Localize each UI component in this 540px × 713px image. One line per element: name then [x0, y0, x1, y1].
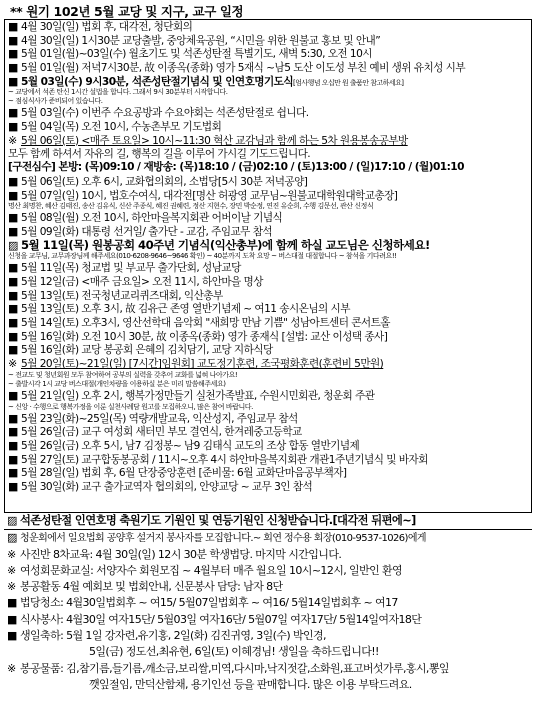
- announcement-item-text: 사진반 8차교육: 4월 30일(일) 12시 30분 학생법당. 마지막 시간입니다.: [20, 547, 342, 561]
- announcement-item: [4, 612, 532, 628]
- bullet-icon: ■: [8, 106, 18, 120]
- schedule-item: [5, 343, 531, 357]
- schedule-item-note: [엄사행념 오십만 원 출품안 참고하세요]: [293, 78, 404, 87]
- schedule-item-text: 5월 11일(목) 원봉공회 40주년 기념식(익산총부)에 함께 하실 교도님은 신청하세요!: [21, 238, 430, 252]
- bullet-icon: ■: [8, 33, 18, 47]
- bullet-icon: ※: [8, 133, 17, 147]
- announcement-item-text: 깻잎절임, 만덕산함채, 용기인선 등을 판매합니다. 많은 이용 부탁드려요.: [89, 677, 412, 691]
- announcement-item: [4, 513, 532, 530]
- bullet-icon: ※: [7, 661, 16, 675]
- schedule-item: [5, 161, 531, 175]
- schedule-item-text: ~ 교당에서 석존 탄신 1시간 설법을 합니다. 그래서 9시 30분부터 시작합니다.: [8, 88, 228, 97]
- schedule-item: [5, 61, 531, 75]
- announcement-item: [4, 661, 532, 677]
- schedule-item-text: 5월 01일(월) 저녁7시30분, 故 이종옥(종화) 영가 5재식 ~남5 도산 이도성 부친 예비 생위 유치성 시부: [21, 62, 466, 75]
- bullet-icon: ■: [7, 629, 17, 643]
- schedule-item: [5, 371, 531, 380]
- schedule-item-text: 5월 01일(월)~03일(수) 월초기도 및 석존성탄절 특별기도, 새벽 5:30, 오전 10시: [21, 48, 372, 61]
- schedule-item: [5, 453, 531, 467]
- bullet-icon: ■: [8, 20, 18, 33]
- schedule-item-text: 5월 08일(월) 오전 10시, 하안마을복지회관 어버이날 기념식: [21, 212, 283, 225]
- announcement-item: [4, 579, 532, 595]
- schedule-item: [5, 211, 531, 225]
- schedule-item: [5, 34, 531, 48]
- bullet-icon: ※: [8, 357, 17, 371]
- bullet-icon: ■: [8, 343, 18, 357]
- schedule-item: [5, 380, 531, 389]
- schedule-item-text: ~ 신앙 · 수행으로 행복가정을 이룬 실천사례담 원고를 모집하오니, 많은 참여 바랍니다.: [8, 402, 253, 411]
- schedule-item-text: 5월 26일(금) 교구 여성회 새터민 부모 결연식, 한겨레중고등학교: [21, 426, 302, 439]
- announcement-item: [4, 530, 532, 546]
- announcement-item-text: 석존성탄절 인연호명 축원기도 기원인 및 연등기원인 신청받습니다.[대각전 뒤편에~]: [20, 514, 416, 527]
- bullet-icon: ■: [8, 302, 18, 316]
- schedule-item-text: 5월 16일(화) 오전 10시 30분, 故 이종옥(종화) 영가 종재식 [설법: 교산 이성택 종사]: [21, 330, 388, 343]
- schedule-item: [5, 480, 531, 494]
- bullet-icon: ■: [7, 596, 17, 610]
- bullet-icon: ■: [8, 74, 18, 88]
- schedule-item: [5, 202, 531, 211]
- bullet-icon: ■: [8, 411, 18, 425]
- schedule-item-text: 모두 함께 하셔서 자유의 길, 행복의 길을 이루어 가시길 기도드립니다.: [8, 147, 311, 160]
- schedule-item: [5, 403, 531, 412]
- schedule-item: [5, 225, 531, 239]
- announcement-item-text: 5일(금) 정도선,최유현, 6일(토) 이혜경님! 생일을 축하드립니다!!: [89, 645, 379, 659]
- schedule-item-text: 5월 07일(일) 10시, 법호수여식, 대각전[명산 허광영 교무님~원불교대학원대학교총장]: [21, 189, 398, 202]
- schedule-item: [5, 239, 531, 253]
- bullet-icon: ■: [8, 425, 18, 439]
- schedule-item-text: 5월 20일(토)~21일(일) [7시간]임원회] 교도정기훈련, 조국평화훈련(훈련비 5만원): [21, 358, 384, 371]
- announcement-list: [4, 513, 532, 693]
- schedule-item-text: ~ 출발시각 1시 교당 버스대절(개인차량을 이용하실 분은 미리 말씀해주세요): [8, 379, 226, 388]
- schedule-item: [5, 330, 531, 344]
- bullet-icon: ■: [8, 61, 18, 75]
- bullet-icon: ▨: [7, 514, 17, 527]
- schedule-box: [4, 19, 532, 513]
- bullet-icon: ■: [8, 329, 18, 343]
- schedule-item-text: [구전심수] 본방: (목)09:10 / 재방송: (목)18:10 / (금)02:10 / (토)13:00 / (일)17:10 / (월)01:10: [8, 161, 464, 174]
- schedule-item-text: 5월 13일(토) 전국청년교리퀴즈대회, 익산총부: [21, 289, 223, 302]
- schedule-item-text: 명산 최명찬, 혜산 김태진, 송산 김유식, 신산 주종식, 혜진 권혜련, 정산 지현수, 장민 박순정, 연진 유순희, 수행 김문선, 관산 신정식: [8, 202, 374, 211]
- bullet-icon: ▨: [7, 531, 17, 545]
- bullet-icon: ■: [7, 612, 17, 626]
- schedule-item-text: 5월 06일(토) <매주 토요일> 10시~11:30 혁산 교감님과 함께 하는 5차 원용봉송공부방: [21, 134, 408, 147]
- announcement-item-text: 법당청소: 4월30일법회후 ~ 여15/ 5월07일법회후 ~ 여16/ 5월14일법회후 ~ 여17: [20, 596, 398, 610]
- schedule-item: [5, 20, 531, 34]
- schedule-item-text: 5월 11일(목) 청교법 및 부교무 출가단회, 성남교당: [21, 262, 241, 275]
- schedule-item-text: ~ 전교도 및 청년회원 모두 참여하여 공부의 실력을 갖추어 교화를 넓혀 나아가요!: [8, 370, 238, 379]
- schedule-item-text: 5월 04일(목) 오전 10시, 수농촌부모 기도법회: [21, 121, 222, 134]
- schedule-item-text: 5월 03일(수) 이번주 수요공방과 수요야회는 석존성탄절로 쉽니다.: [21, 107, 309, 120]
- schedule-item-text: 5월 30일(화) 교구 출가교역자 협의회의, 안양교당 ~ 교무 3인 참석: [21, 480, 313, 493]
- announcement-item: [4, 595, 532, 611]
- schedule-item-text: 5월 27일(토) 교구합동봉공회 / 11시~오후 4시 하안마을복지회관 개관1주년기념식 및 바자회: [21, 453, 428, 466]
- schedule-item-text: 5월 26일(금) 오후 5시, 남7 김정봉~ 남9 김태식 교도의 조상 합동 열반기념제: [21, 439, 360, 452]
- bullet-icon: ■: [8, 275, 18, 288]
- schedule-item: [5, 88, 531, 97]
- schedule-item: [5, 389, 531, 403]
- schedule-item: [5, 425, 531, 439]
- bullet-icon: ▨: [8, 238, 18, 252]
- bullet-icon: ■: [8, 452, 18, 466]
- bullet-icon: ■: [8, 224, 18, 238]
- schedule-item: [5, 316, 531, 330]
- schedule-item-text: 5월 23일(화)~25일(목) 역량개발교육, 익산성지, 주임교무 참석: [21, 412, 298, 425]
- announcement-item-text: 생일축하: 5월 1일 강자련,유기홍, 2일(화) 김진귀영, 3일(수) 박인경,: [20, 629, 326, 643]
- announcement-item: [4, 644, 532, 660]
- schedule-item-text: 신청을 교무님, 교무과장님께 해주세요(010-6208-9646~9646 확인) ~ 40분까지 도착 요망 ~ 버스대절 대절합니다 ~ 참석을 기다려요!!: [8, 252, 397, 261]
- bullet-icon: ■: [8, 438, 18, 452]
- announcement-item-text: 여성회문화교실: 서양자수 회원모집 ~ 4월부터 매주 월요일 10시~12시, 일반인 환영: [20, 563, 403, 577]
- bullet-icon: ■: [8, 47, 18, 61]
- announcement-item: [4, 547, 532, 563]
- schedule-item: [5, 357, 531, 371]
- schedule-item-text: 5월 13일(토) 오후 3시, 故 김유근 존영 열반기념제 ~ 여11 송시온님의 시부: [21, 303, 350, 316]
- bullet-icon: ※: [7, 580, 16, 594]
- bullet-icon: ■: [8, 174, 18, 188]
- schedule-item: [5, 106, 531, 120]
- schedule-item: [5, 47, 531, 61]
- schedule-item-text: ~ 점심식사가 준비되어 있습니다.: [8, 97, 103, 106]
- schedule-item: [5, 175, 531, 189]
- bullet-icon: ■: [8, 316, 18, 330]
- schedule-item-text: 5월 03일(수) 9시30분, 석존성탄절기념식 및 인연호명기도식: [21, 75, 294, 88]
- announcement-item: [4, 563, 532, 579]
- schedule-item: [5, 134, 531, 148]
- bullet-icon: ■: [8, 188, 18, 202]
- schedule-item: [5, 261, 531, 275]
- bullet-icon: ■: [8, 479, 18, 493]
- schedule-item: [5, 289, 531, 303]
- schedule-item-text: 4월 30일(일) 1시30분 교당출발, 중앙체육공원, “시민을 위한 원불교 홍보 및 안내”: [21, 34, 381, 47]
- schedule-item-text: 5월 09일(화) 대통령 선거일/ 출가단 - 교감, 주임교무 참석: [21, 225, 273, 238]
- bullet-icon: ■: [8, 120, 18, 134]
- schedule-item: [5, 252, 531, 261]
- page-title: ** 원기 102년 5월 교당 및 지구, 교구 일정: [10, 4, 244, 19]
- announcement-item-text: 청운회에서 일요법회 공양후 설거지 봉사자를 모집합니다.~ 회연 정수용 회장(010-9537-1026)에게: [20, 533, 426, 545]
- bullet-icon: ■: [8, 466, 18, 480]
- schedule-list: [5, 20, 531, 494]
- bullet-icon: ※: [7, 563, 16, 577]
- schedule-item: [5, 120, 531, 134]
- bullet-icon: ※: [7, 547, 16, 561]
- schedule-item-text: 5월 14일(토) 오후3시, 영산선학대 음악회 "새희망 만남 기쁨" 성남아트센터 콘서트홀: [21, 317, 390, 330]
- bullet-icon: ■: [8, 388, 18, 402]
- schedule-item-text: 5월 16일(화) 교당 봉공회 은혜의 김치담기, 교당 지하식당: [21, 344, 273, 357]
- schedule-item: [5, 189, 531, 203]
- schedule-item: [5, 97, 531, 106]
- schedule-item: [5, 412, 531, 426]
- bullet-icon: ■: [8, 288, 18, 302]
- announcement-item-text: 식사봉사: 4월30일 여자15단/ 5월03일 여자16단/ 5월07일 여자17단/ 5월14일여자18단: [20, 612, 422, 626]
- schedule-item-text: 5월 12일(금) <매주 금요일> 오전 11시, 하안마을 명상: [21, 276, 263, 288]
- schedule-item-text: 5월 21일(일) 오후 2시, 행복가정만들기 실천가족발표, 수원시민회관, 청운회 주관: [21, 389, 375, 402]
- announcements-section: [4, 513, 532, 713]
- schedule-item: [5, 148, 531, 162]
- schedule-item: [5, 275, 531, 289]
- announcement-item-text: 봉공물품: 김,참기름,들기름,깨소금,보리쌀,미역,다시마,낙지젓갈,소화원,표고버섯가루,홍시,뽕잎: [20, 661, 449, 675]
- schedule-item-text: 5월 06일(토) 오후 6시, 교화협의회의, 소법당[5시 30분 저녁공양]: [21, 175, 308, 188]
- schedule-item: [5, 75, 531, 89]
- schedule-item-text: 4월 30일(일) 법회 후, 대각전, 청단회의: [21, 21, 193, 33]
- bullet-icon: ■: [8, 261, 18, 275]
- schedule-item: [5, 302, 531, 316]
- bullet-icon: ■: [8, 211, 18, 225]
- announcement-item: [4, 628, 532, 644]
- announcement-item: [4, 677, 532, 693]
- schedule-item: [5, 439, 531, 453]
- schedule-item: [5, 466, 531, 480]
- announcement-item-text: 봉공활동 4월 예회보 및 법회안내, 신문봉사 담당: 남자 8단: [20, 580, 283, 594]
- schedule-item-text: 5월 28일(일) 법회 후, 6월 단장중앙훈련 [준비물: 6월 교화단마음공부책자]: [21, 467, 347, 480]
